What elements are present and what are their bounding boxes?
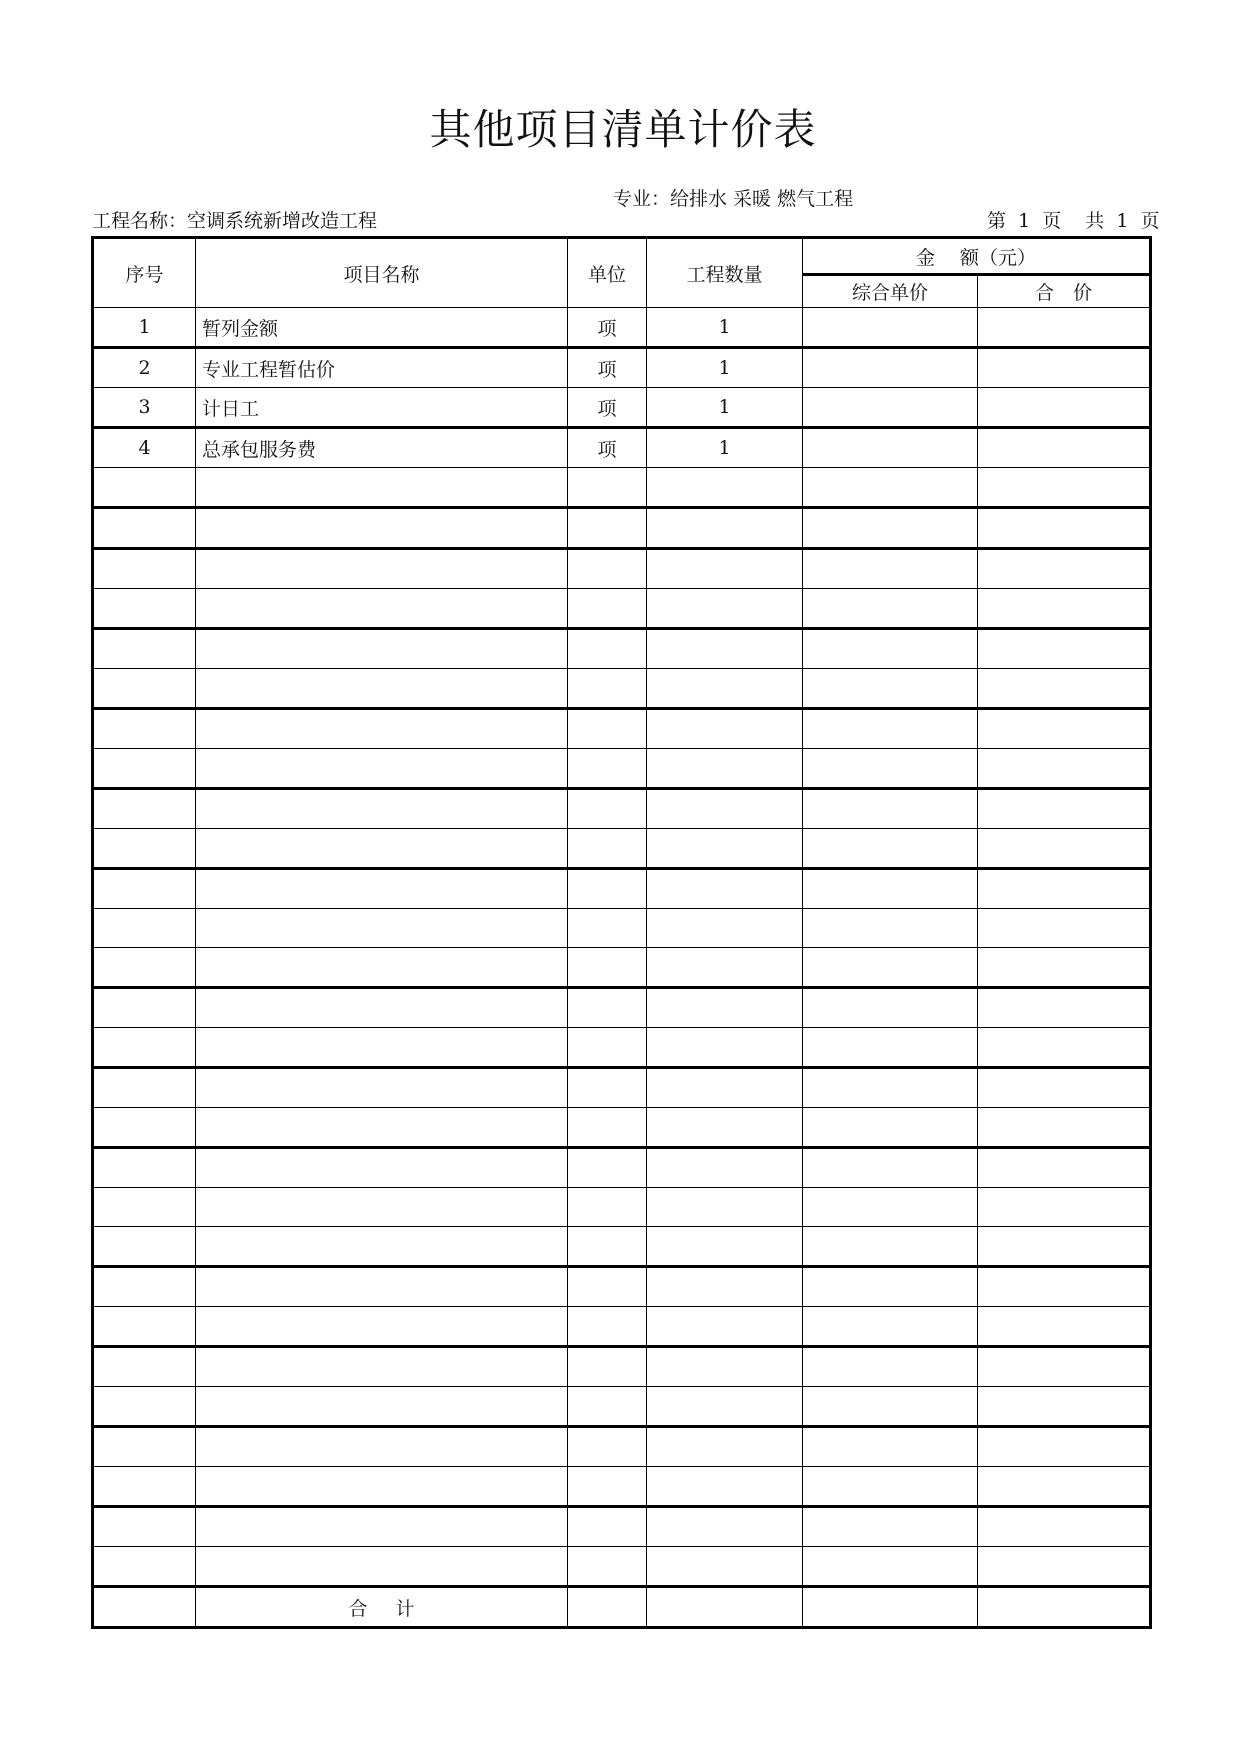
cell-total-price [978, 1307, 1151, 1347]
page-total: 1 [1116, 210, 1129, 232]
cell-unit-price [803, 749, 978, 789]
cell-total-price [978, 829, 1151, 869]
cell-name [196, 468, 568, 508]
cell-quantity [647, 1108, 803, 1148]
total-cell-unit [568, 1587, 647, 1628]
header-unit-price: 综合单价 [803, 275, 978, 308]
cell-unit [568, 869, 647, 909]
cell-name [196, 1148, 568, 1188]
cell-unit [568, 709, 647, 749]
cell-quantity [647, 629, 803, 669]
empty-table-row [93, 749, 1151, 789]
project-label: 工程名称： [92, 210, 188, 232]
cell-unit-price [803, 669, 978, 709]
cell-name [196, 1267, 568, 1307]
header-unit: 单位 [568, 238, 647, 308]
empty-table-row [93, 1068, 1151, 1108]
cell-total-price [978, 1227, 1151, 1267]
cell-total-price [978, 1467, 1151, 1507]
cell-unit-price [803, 1108, 978, 1148]
cell-unit-price [803, 308, 978, 348]
cell-unit [568, 1108, 647, 1148]
cell-quantity [647, 829, 803, 869]
cell-unit [568, 508, 647, 549]
cell-unit-price [803, 1427, 978, 1467]
cell-unit [568, 549, 647, 589]
cell-unit-price [803, 1028, 978, 1068]
cell-unit: 项 [568, 348, 647, 388]
cell-total-price [978, 1148, 1151, 1188]
header-seq: 序号 [93, 238, 196, 308]
total-cell-quantity [647, 1587, 803, 1628]
empty-table-row [93, 1267, 1151, 1307]
empty-table-row [93, 1507, 1151, 1547]
empty-table-row [93, 789, 1151, 829]
cell-unit-price [803, 549, 978, 589]
cell-unit [568, 829, 647, 869]
cell-unit-price [803, 348, 978, 388]
cell-unit [568, 1267, 647, 1307]
cell-unit-price [803, 1307, 978, 1347]
cell-unit [568, 1547, 647, 1587]
cell-seq [93, 988, 196, 1028]
cell-total-price [978, 1108, 1151, 1148]
cell-quantity [647, 749, 803, 789]
cell-total-price [978, 749, 1151, 789]
cell-seq [93, 589, 196, 629]
empty-table-row [93, 988, 1151, 1028]
cell-quantity [647, 1188, 803, 1227]
cell-seq: 3 [93, 388, 196, 428]
other-items-pricing-table [91, 236, 1152, 1629]
cell-quantity: 1 [647, 428, 803, 468]
cell-unit: 项 [568, 308, 647, 348]
cell-unit: 项 [568, 388, 647, 428]
cell-total-price [978, 869, 1151, 909]
cell-unit-price [803, 468, 978, 508]
cell-quantity [647, 1507, 803, 1547]
empty-table-row [93, 1188, 1151, 1227]
total-label [196, 1587, 568, 1628]
cell-name [196, 1467, 568, 1507]
cell-unit [568, 1188, 647, 1227]
cell-quantity: 1 [647, 388, 803, 428]
cell-name [196, 1227, 568, 1267]
discipline-line [613, 188, 883, 210]
cell-seq [93, 1587, 196, 1628]
cell-seq: 1 [93, 308, 196, 348]
cell-seq [93, 1068, 196, 1108]
cell-seq [93, 549, 196, 589]
cell-unit [568, 789, 647, 829]
cell-quantity [647, 1267, 803, 1307]
cell-unit-price [803, 1227, 978, 1267]
discipline-value: 给排水 采暖 燃气工程 [670, 188, 854, 210]
cell-total-price [978, 1028, 1151, 1068]
cell-total-price [978, 709, 1151, 749]
cell-quantity [647, 1467, 803, 1507]
header-amount-group: 金 额（元） [803, 238, 1151, 275]
cell-name [196, 589, 568, 629]
total-cell-total-price [978, 1587, 1151, 1628]
cell-seq [93, 1028, 196, 1068]
empty-table-row [93, 549, 1151, 589]
cell-name [196, 948, 568, 988]
page-current: 1 [1018, 210, 1031, 232]
cell-unit [568, 589, 647, 629]
cell-seq [93, 468, 196, 508]
empty-table-row [93, 1227, 1151, 1267]
cell-total-price [978, 508, 1151, 549]
cell-unit [568, 1387, 647, 1427]
cell-seq [93, 869, 196, 909]
cell-total-price [978, 629, 1151, 669]
cell-unit-price [803, 1507, 978, 1547]
table-row [93, 388, 1151, 428]
cell-seq [93, 829, 196, 869]
cell-quantity: 1 [647, 348, 803, 388]
cell-quantity [647, 549, 803, 589]
cell-total-price [978, 308, 1151, 348]
cell-total-price [978, 549, 1151, 589]
cell-total-price [978, 948, 1151, 988]
cell-name [196, 1547, 568, 1587]
cell-total-price [978, 1387, 1151, 1427]
table-body [93, 308, 1151, 1628]
cell-unit [568, 948, 647, 988]
cell-name [196, 629, 568, 669]
cell-unit-price [803, 709, 978, 749]
page-unit: 页 [1042, 210, 1062, 232]
empty-table-row [93, 1028, 1151, 1068]
cell-unit [568, 1148, 647, 1188]
cell-total-price [978, 1068, 1151, 1108]
cell-seq [93, 909, 196, 948]
cell-name [196, 1507, 568, 1547]
cell-name: 计日工 [196, 388, 568, 428]
cell-unit-price [803, 829, 978, 869]
empty-table-row [93, 1148, 1151, 1188]
cell-total-price [978, 1547, 1151, 1587]
cell-name [196, 508, 568, 549]
cell-total-price [978, 589, 1151, 629]
empty-table-row [93, 1108, 1151, 1148]
cell-unit-price [803, 1467, 978, 1507]
cell-seq [93, 669, 196, 709]
cell-name [196, 909, 568, 948]
cell-total-price [978, 988, 1151, 1028]
cell-unit-price [803, 909, 978, 948]
table-row [93, 428, 1151, 468]
cell-quantity [647, 789, 803, 829]
cell-name [196, 988, 568, 1028]
cell-quantity [647, 1387, 803, 1427]
cell-name [196, 669, 568, 709]
cell-unit-price [803, 988, 978, 1028]
cell-unit [568, 1427, 647, 1467]
cell-quantity: 1 [647, 308, 803, 348]
header-total-price: 合 价 [978, 275, 1151, 308]
cell-total-price [978, 1267, 1151, 1307]
cell-seq [93, 1467, 196, 1507]
cell-seq [93, 1507, 196, 1547]
cell-unit-price [803, 869, 978, 909]
empty-table-row [93, 829, 1151, 869]
header-item-name: 项目名称 [196, 238, 568, 308]
total-row [93, 1587, 1151, 1628]
cell-seq [93, 948, 196, 988]
page-indicator [987, 210, 1165, 232]
cell-unit [568, 1507, 647, 1547]
cell-quantity [647, 508, 803, 549]
cell-unit-price [803, 1347, 978, 1387]
cell-unit-price [803, 1188, 978, 1227]
empty-table-row [93, 948, 1151, 988]
cell-unit-price [803, 388, 978, 428]
cell-quantity [647, 1148, 803, 1188]
project-name: 空调系统新增改造工程 [187, 210, 378, 232]
cell-name [196, 1188, 568, 1227]
empty-table-row [93, 869, 1151, 909]
empty-table-row [93, 709, 1151, 749]
cell-unit-price [803, 428, 978, 468]
cell-unit [568, 909, 647, 948]
cell-name [196, 1108, 568, 1148]
empty-table-row [93, 1387, 1151, 1427]
cell-unit-price [803, 1148, 978, 1188]
cell-quantity [647, 468, 803, 508]
cell-unit-price [803, 589, 978, 629]
cell-name: 专业工程暂估价 [196, 348, 568, 388]
cell-name [196, 1068, 568, 1108]
total-cell-unit-price [803, 1587, 978, 1628]
cell-quantity [647, 1227, 803, 1267]
cell-unit-price [803, 1267, 978, 1307]
cell-quantity [647, 988, 803, 1028]
cell-unit [568, 1227, 647, 1267]
cell-seq [93, 1188, 196, 1227]
empty-table-row [93, 589, 1151, 629]
cell-seq: 4 [93, 428, 196, 468]
cell-seq [93, 1227, 196, 1267]
cell-unit-price [803, 1387, 978, 1427]
cell-seq [93, 1387, 196, 1427]
cell-quantity [647, 1427, 803, 1467]
cell-seq [93, 1427, 196, 1467]
empty-table-row [93, 1467, 1151, 1507]
cell-seq [93, 1267, 196, 1307]
cell-total-price [978, 388, 1151, 428]
cell-seq [93, 629, 196, 669]
cell-unit-price [803, 1547, 978, 1587]
cell-unit [568, 1347, 647, 1387]
cell-seq [93, 1307, 196, 1347]
cell-total-price [978, 1188, 1151, 1227]
cell-unit [568, 749, 647, 789]
cell-unit-price [803, 508, 978, 549]
cell-unit [568, 1068, 647, 1108]
discipline-label: 专业： [613, 188, 671, 210]
empty-table-row [93, 669, 1151, 709]
cell-unit-price [803, 629, 978, 669]
cell-quantity [647, 1347, 803, 1387]
page-unit: 页 [1140, 210, 1160, 232]
empty-table-row [93, 1307, 1151, 1347]
cell-seq [93, 1108, 196, 1148]
empty-table-row [93, 1547, 1151, 1587]
cell-unit-price [803, 948, 978, 988]
cell-quantity [647, 1307, 803, 1347]
empty-table-row [93, 1427, 1151, 1467]
cell-total-price [978, 468, 1151, 508]
cell-unit [568, 468, 647, 508]
empty-table-row [93, 629, 1151, 669]
table-row [93, 348, 1151, 388]
cell-quantity [647, 669, 803, 709]
cell-total-price [978, 909, 1151, 948]
cell-name [196, 549, 568, 589]
cell-name [196, 1028, 568, 1068]
cell-seq [93, 1148, 196, 1188]
cell-seq [93, 789, 196, 829]
cell-name [196, 1427, 568, 1467]
total-label-char: 计 [395, 1597, 415, 1620]
cell-total-price [978, 1427, 1151, 1467]
cell-total-price [978, 348, 1151, 388]
cell-seq [93, 749, 196, 789]
cell-name [196, 709, 568, 749]
cell-name [196, 829, 568, 869]
cell-seq: 2 [93, 348, 196, 388]
cell-unit-price [803, 1068, 978, 1108]
cell-total-price [978, 1347, 1151, 1387]
cell-total-price [978, 428, 1151, 468]
cell-name: 暂列金额 [196, 308, 568, 348]
cell-unit [568, 1307, 647, 1347]
cell-name [196, 1387, 568, 1427]
cell-seq [93, 1347, 196, 1387]
empty-table-row [93, 1347, 1151, 1387]
cell-seq [93, 1547, 196, 1587]
cell-unit-price [803, 789, 978, 829]
cell-total-price [978, 789, 1151, 829]
cell-quantity [647, 869, 803, 909]
cell-quantity [647, 909, 803, 948]
cell-quantity [647, 709, 803, 749]
cell-name [196, 789, 568, 829]
cell-unit [568, 1028, 647, 1068]
cell-seq [93, 709, 196, 749]
cell-name [196, 1347, 568, 1387]
cell-unit [568, 669, 647, 709]
project-name-line [92, 210, 377, 232]
cell-quantity [647, 1028, 803, 1068]
cell-name [196, 1307, 568, 1347]
cell-name [196, 869, 568, 909]
cell-unit [568, 629, 647, 669]
table-row [93, 308, 1151, 348]
cell-total-price [978, 1507, 1151, 1547]
page-current-prefix: 第 [987, 210, 1007, 232]
page-title: 其他项目清单计价表 [429, 105, 817, 154]
cell-name [196, 749, 568, 789]
cell-quantity [647, 948, 803, 988]
page-total-prefix: 共 [1085, 210, 1105, 232]
total-label-char: 合 [348, 1597, 368, 1620]
cell-seq [93, 508, 196, 549]
empty-table-row [93, 508, 1151, 549]
empty-table-row [93, 468, 1151, 508]
cell-unit [568, 988, 647, 1028]
cell-unit: 项 [568, 428, 647, 468]
empty-table-row [93, 909, 1151, 948]
cell-total-price [978, 669, 1151, 709]
cell-unit [568, 1467, 647, 1507]
cell-name: 总承包服务费 [196, 428, 568, 468]
cell-quantity [647, 589, 803, 629]
header-quantity: 工程数量 [647, 238, 803, 308]
cell-quantity [647, 1547, 803, 1587]
cell-quantity [647, 1068, 803, 1108]
